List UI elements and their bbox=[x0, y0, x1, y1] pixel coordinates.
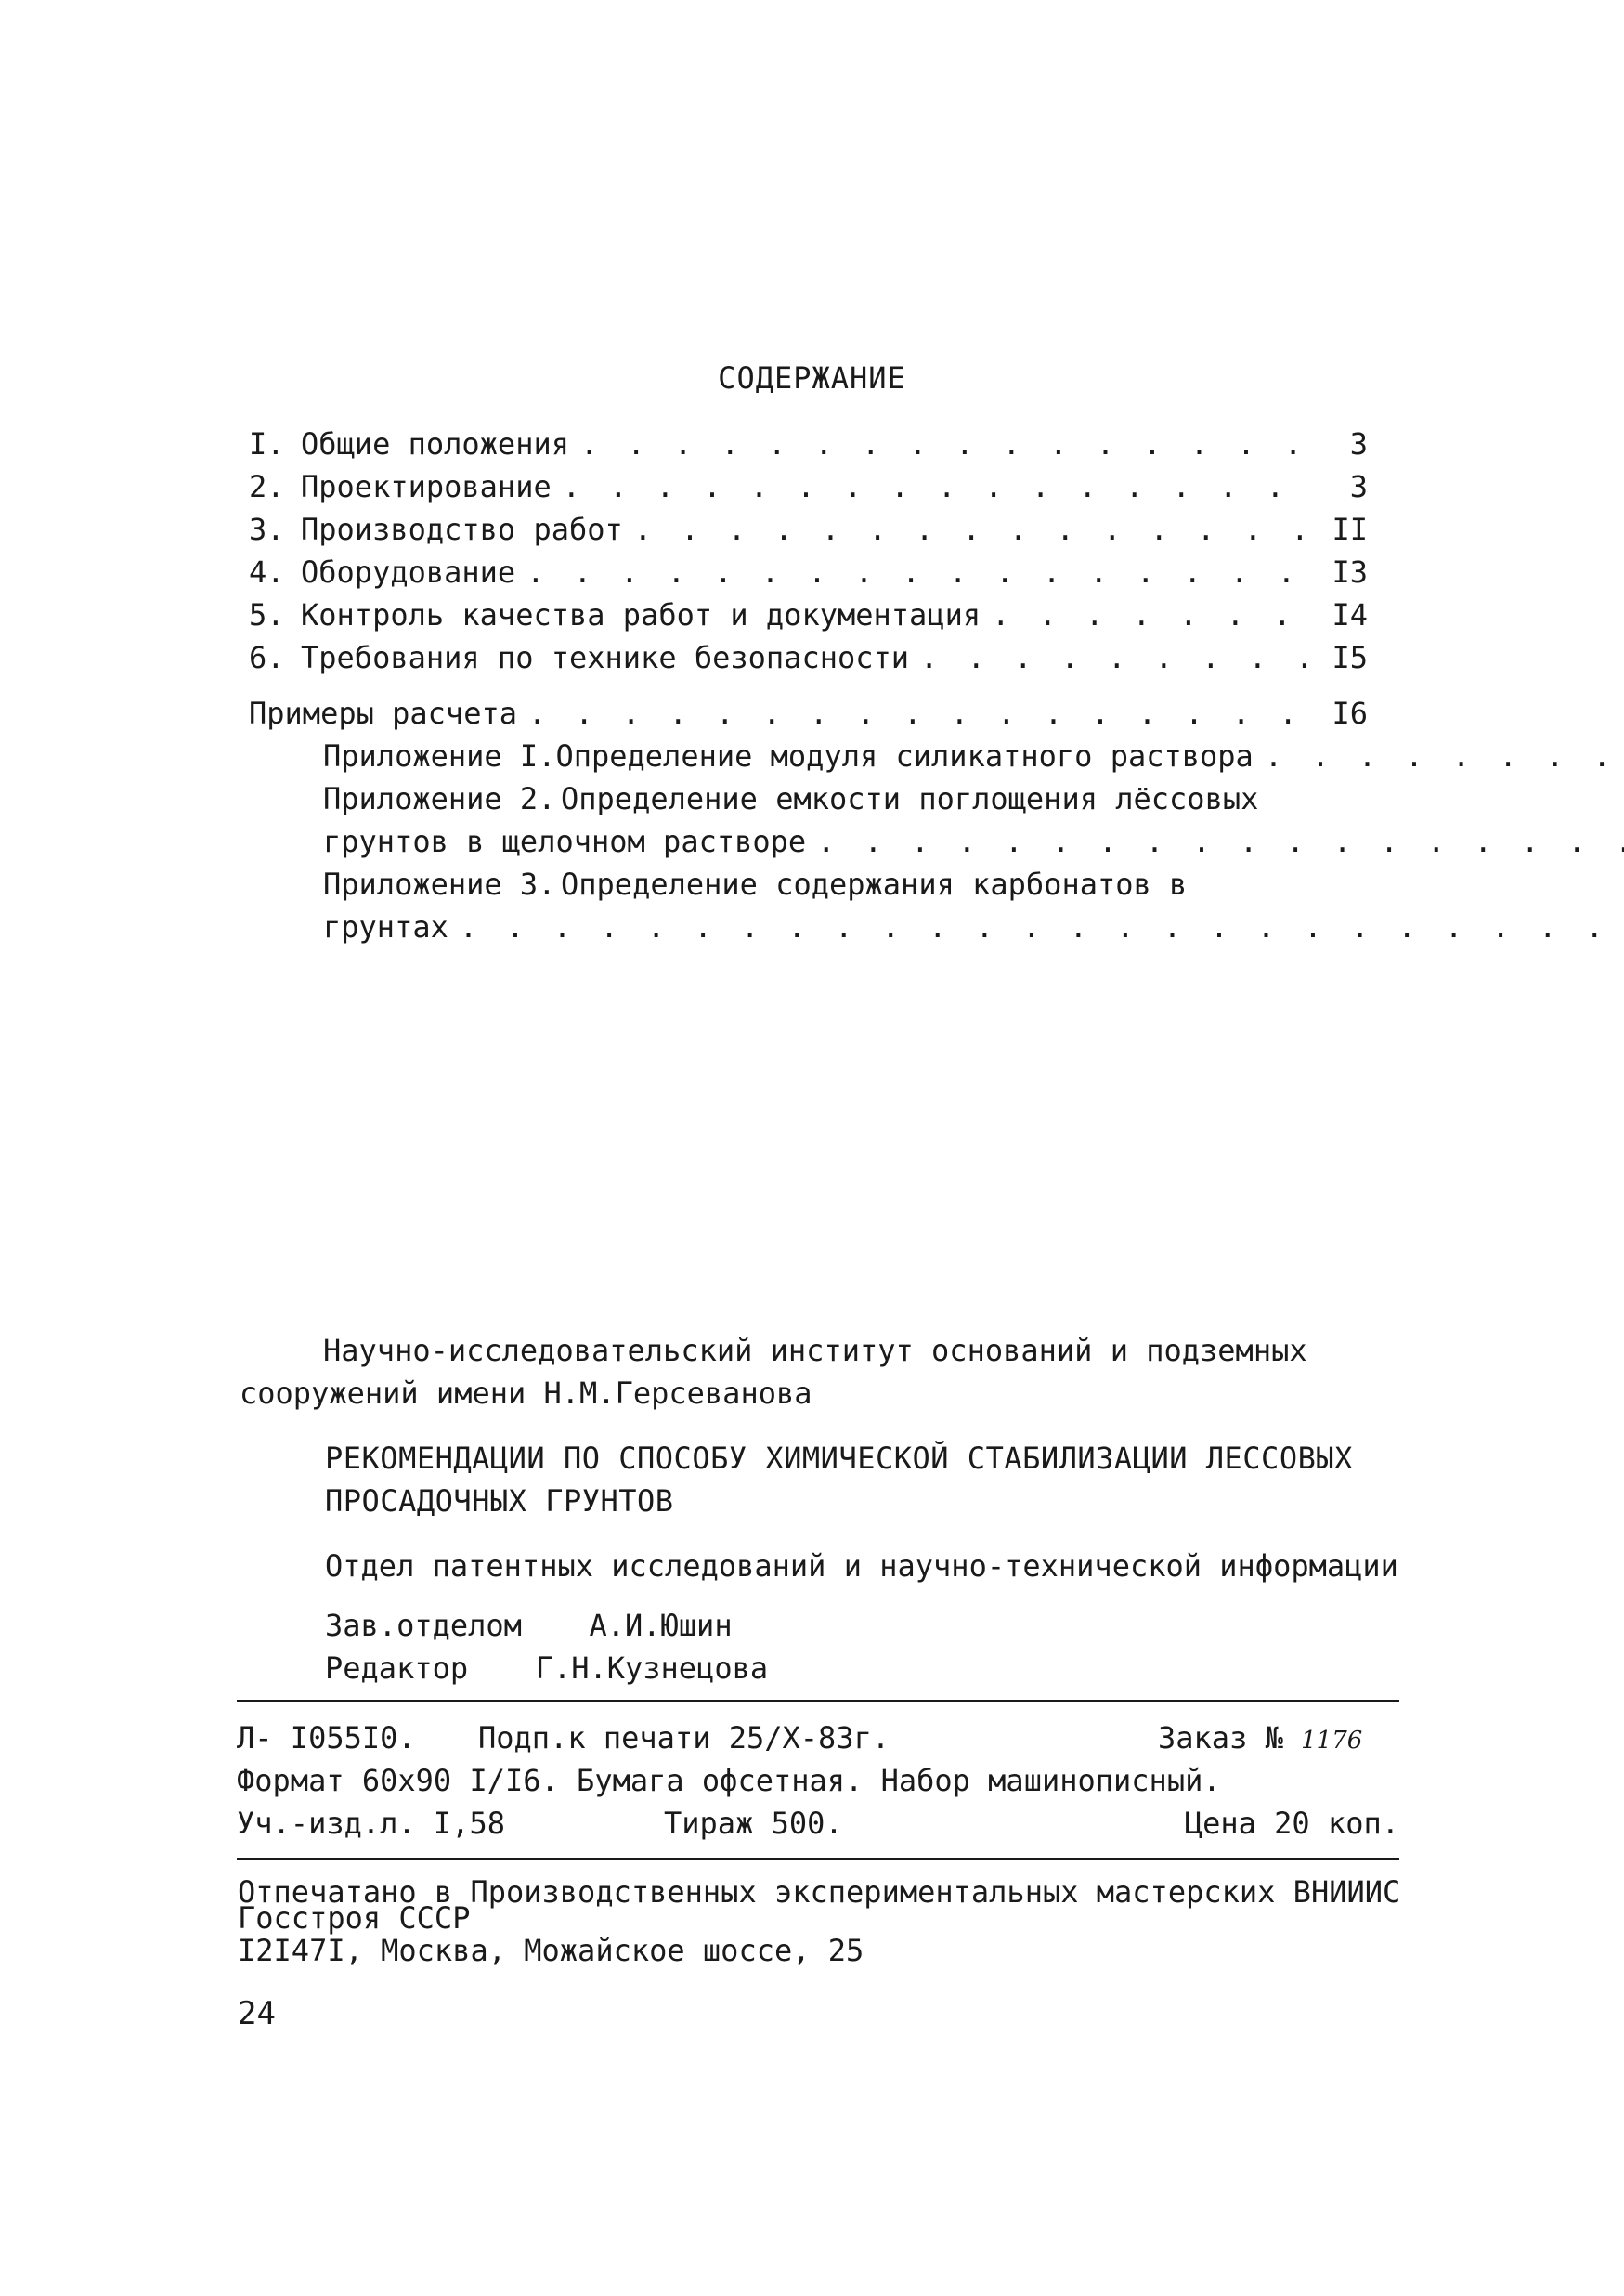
institute-name: Научно-исследовательский институт оснований и подземных bbox=[323, 1333, 1307, 1368]
appendix-prefix: Приложение 3. bbox=[323, 867, 556, 902]
leader-dots bbox=[920, 636, 1319, 679]
publication-sheets: Уч.-изд.л. I,58 bbox=[237, 1806, 505, 1841]
toc-entry-page: I5 bbox=[1332, 640, 1368, 675]
format-info: Формат 60х90 I/I6. Бумага офсетная. Набор машинописный. bbox=[237, 1763, 1221, 1798]
toc-entry[interactable] bbox=[249, 508, 1368, 551]
publication-title: РЕКОМЕНДАЦИИ ПО СПОСОБУ ХИМИЧЕСКОЙ СТАБИЛИЗАЦИИ ЛЕССОВЫХ bbox=[325, 1441, 1353, 1476]
price: Цена 20 коп. bbox=[1184, 1806, 1399, 1841]
leader-dots bbox=[1265, 735, 1624, 777]
appendix-prefix: Приложение 2. bbox=[323, 781, 556, 816]
toc-entry-page: I4 bbox=[1332, 597, 1368, 633]
toc-entry-number: 5. bbox=[249, 597, 285, 633]
appendix-title: грунтах bbox=[323, 909, 448, 945]
toc-entry-number: 4. bbox=[249, 554, 285, 590]
toc-appendix-entry[interactable] bbox=[323, 777, 1368, 820]
appendix-title: Определение модуля силикатного раствора bbox=[555, 738, 1254, 774]
leader-dots bbox=[460, 906, 1624, 948]
institute-name-cont: сооружений имени Н.М.Герсеванова bbox=[240, 1376, 812, 1411]
toc-entry-label: Контроль качества работ и документация bbox=[301, 597, 981, 633]
handwritten-order-number: 1176 bbox=[1301, 1727, 1363, 1755]
toc-entry-page: II bbox=[1332, 512, 1368, 547]
license-number: Л- I055I0. bbox=[237, 1720, 416, 1755]
toc-appendix-continuation[interactable] bbox=[323, 820, 1368, 863]
toc-entry[interactable] bbox=[249, 594, 1368, 636]
toc-entry-label: Проектирование bbox=[301, 469, 552, 504]
toc-entry[interactable] bbox=[249, 423, 1368, 465]
divider bbox=[237, 1700, 1399, 1702]
leader-dots bbox=[528, 692, 1319, 735]
appendix-title: Определение содержания карбонатов в bbox=[561, 867, 1188, 902]
toc-appendix-entry[interactable] bbox=[323, 735, 1368, 777]
toc-entry-number: 2. bbox=[249, 469, 285, 504]
leader-dots bbox=[563, 465, 1319, 508]
toc-entry-page: 3 bbox=[1349, 426, 1368, 462]
leader-dots bbox=[992, 594, 1319, 636]
editor bbox=[325, 1648, 768, 1689]
editor-role: Редактор bbox=[325, 1650, 469, 1686]
toc-appendix-entry[interactable] bbox=[323, 863, 1368, 906]
toc-entry-number: 3. bbox=[249, 512, 285, 547]
page-number: 24 bbox=[238, 1995, 276, 2032]
toc-title: СОДЕРЖАНИЕ bbox=[718, 360, 906, 396]
appendix-title: Определение емкости поглощения лёссовых bbox=[561, 781, 1259, 816]
toc-entry-page: I6 bbox=[1332, 696, 1368, 731]
leader-dots bbox=[634, 508, 1319, 551]
toc-entry-page: 3 bbox=[1349, 469, 1368, 504]
toc-entry-label: Общие положения bbox=[301, 426, 569, 462]
leader-dots bbox=[526, 551, 1319, 594]
imprint-row-3 bbox=[237, 1802, 1399, 1845]
toc-entry[interactable] bbox=[249, 465, 1368, 508]
toc-appendix-continuation[interactable] bbox=[323, 906, 1368, 948]
signed-to-print: Подп.к печати 25/X-83г. bbox=[478, 1720, 890, 1755]
toc-entry-label: Требования по технике безопасности bbox=[301, 640, 910, 675]
leader-dots bbox=[817, 820, 1624, 863]
toc-entry[interactable] bbox=[249, 636, 1368, 679]
department: Отдел патентных исследований и научно-технической информации bbox=[325, 1548, 1398, 1584]
print-run: Тираж 500. bbox=[664, 1806, 843, 1841]
head-role: Зав.отделом bbox=[325, 1608, 522, 1643]
printer-line: Госстроя СССР bbox=[238, 1900, 471, 1936]
publication-title-cont: ПРОСАДОЧНЫХ ГРУНТОВ bbox=[325, 1483, 674, 1519]
toc-entry-page: I3 bbox=[1332, 554, 1368, 590]
head-name: А.И.Юшин bbox=[589, 1608, 733, 1643]
divider bbox=[237, 1858, 1399, 1860]
appendix-prefix: Приложение I. bbox=[323, 738, 556, 774]
toc-entry-label: Оборудование bbox=[301, 554, 516, 590]
toc-entry[interactable] bbox=[249, 551, 1368, 594]
toc-entry-examples[interactable] bbox=[249, 692, 1368, 735]
printer-address: I2I47I, Москва, Можайское шоссе, 25 bbox=[238, 1933, 864, 1968]
toc-entry-number: I. bbox=[249, 426, 285, 462]
toc-entry-label: Примеры расчета bbox=[249, 696, 517, 731]
printer-line: Отпечатано в Производственных экспериментальных мастерских ВНИИИС bbox=[238, 1874, 1401, 1910]
appendix-title: грунтов в щелочном растворе bbox=[323, 824, 807, 859]
toc-entry-number: 6. bbox=[249, 640, 285, 675]
imprint-row-1 bbox=[237, 1716, 1399, 1759]
leader-dots bbox=[580, 423, 1319, 465]
imprint-row-2 bbox=[237, 1759, 1399, 1802]
editor-name: Г.Н.Кузнецова bbox=[535, 1650, 769, 1686]
toc-entry-label: Производство работ bbox=[301, 512, 623, 547]
head-of-department bbox=[325, 1605, 733, 1646]
order-number: Заказ № 1176 bbox=[1158, 1720, 1363, 1755]
